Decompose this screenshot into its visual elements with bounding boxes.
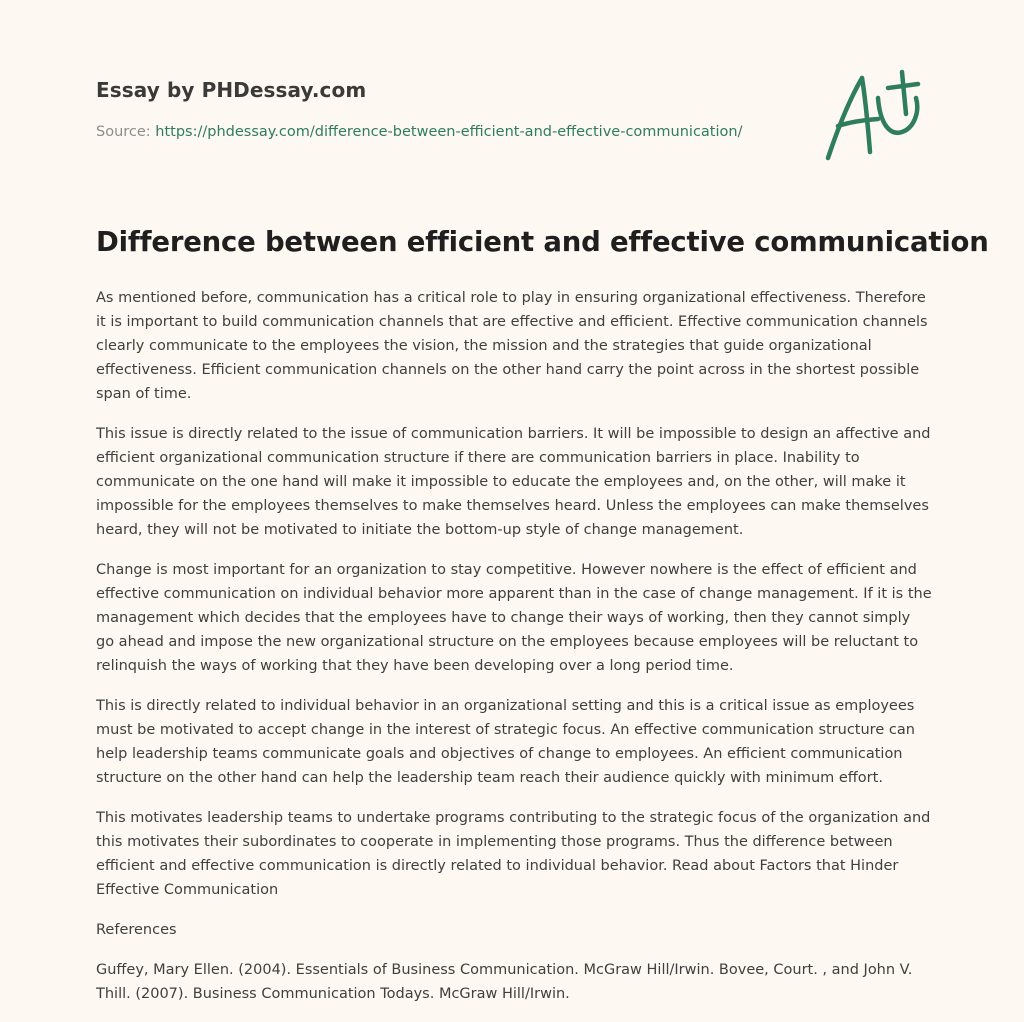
essay-title: Difference between efficient and effective communication	[96, 226, 989, 258]
site-name: Essay by PHDessay.com	[96, 78, 367, 102]
paragraph: Change is most important for an organization to stay competitive. However nowhere is the effect of efficient and effective communication on individual behavior more apparent than in the case of change management. If it is the management which decides that the employees have to change their ways of working, then they cannot simply go ahead and impose the new organizational structure on the employees because employees will be reluctant to relinquish the ways of working that they have been developing over a long period time.	[96, 562, 932, 674]
source-link[interactable]: https://phdessay.com/difference-between-efficient-and-effective-communication/	[155, 124, 743, 140]
a-plus-grade-icon	[822, 68, 928, 164]
source-label: Source:	[96, 124, 151, 140]
source-line	[96, 124, 742, 140]
paragraph: This is directly related to individual behavior in an organizational setting and this is a critical issue as employees must be motivated to accept change in the interest of strategic focus. An effective communication structure can help leadership teams communicate goals and objectives of change to employees. An efficient communication structure on the other hand can help the leadership team reach their audience quickly with minimum effort.	[96, 698, 915, 786]
essay-body	[96, 286, 932, 1022]
reference-entry: Guffey, Mary Ellen. (2004). Essentials of Business Communication. McGraw Hill/Irwin. Bovee, Court. , and John V. Thill. (2007). Business Communication Todays. McGraw Hill/Irwin.	[96, 962, 913, 1002]
paragraph: As mentioned before, communication has a critical role to play in ensuring organizational effectiveness. Therefore it is important to build communication channels that are effective and efficient. Effective communication channels clearly communicate to the employees the vision, the mission and the strategies that guide organizational effectiveness. Efficient communication channels on the other hand carry the point across in the shortest possible span of time.	[96, 290, 928, 402]
paragraph: This motivates leadership teams to undertake programs contributing to the strategic focus of the organization and this motivates their subordinates to cooperate in implementing those programs. Thus the difference between efficient and effective communication is directly related to individual behavior. Read about Factors that Hinder Effective Communication	[96, 810, 931, 898]
references-heading: References	[96, 922, 177, 938]
paragraph: This issue is directly related to the issue of communication barriers. It will be impossible to design an affective and efficient organizational communication structure if there are communication barriers in place. Inability to communicate on the one hand will make it impossible to educate the employees and, on the other, will make it impossible for the employees themselves to make themselves heard. Unless the employees can make themselves heard, they will not be motivated to initiate the bottom-up style of change management.	[96, 426, 931, 538]
